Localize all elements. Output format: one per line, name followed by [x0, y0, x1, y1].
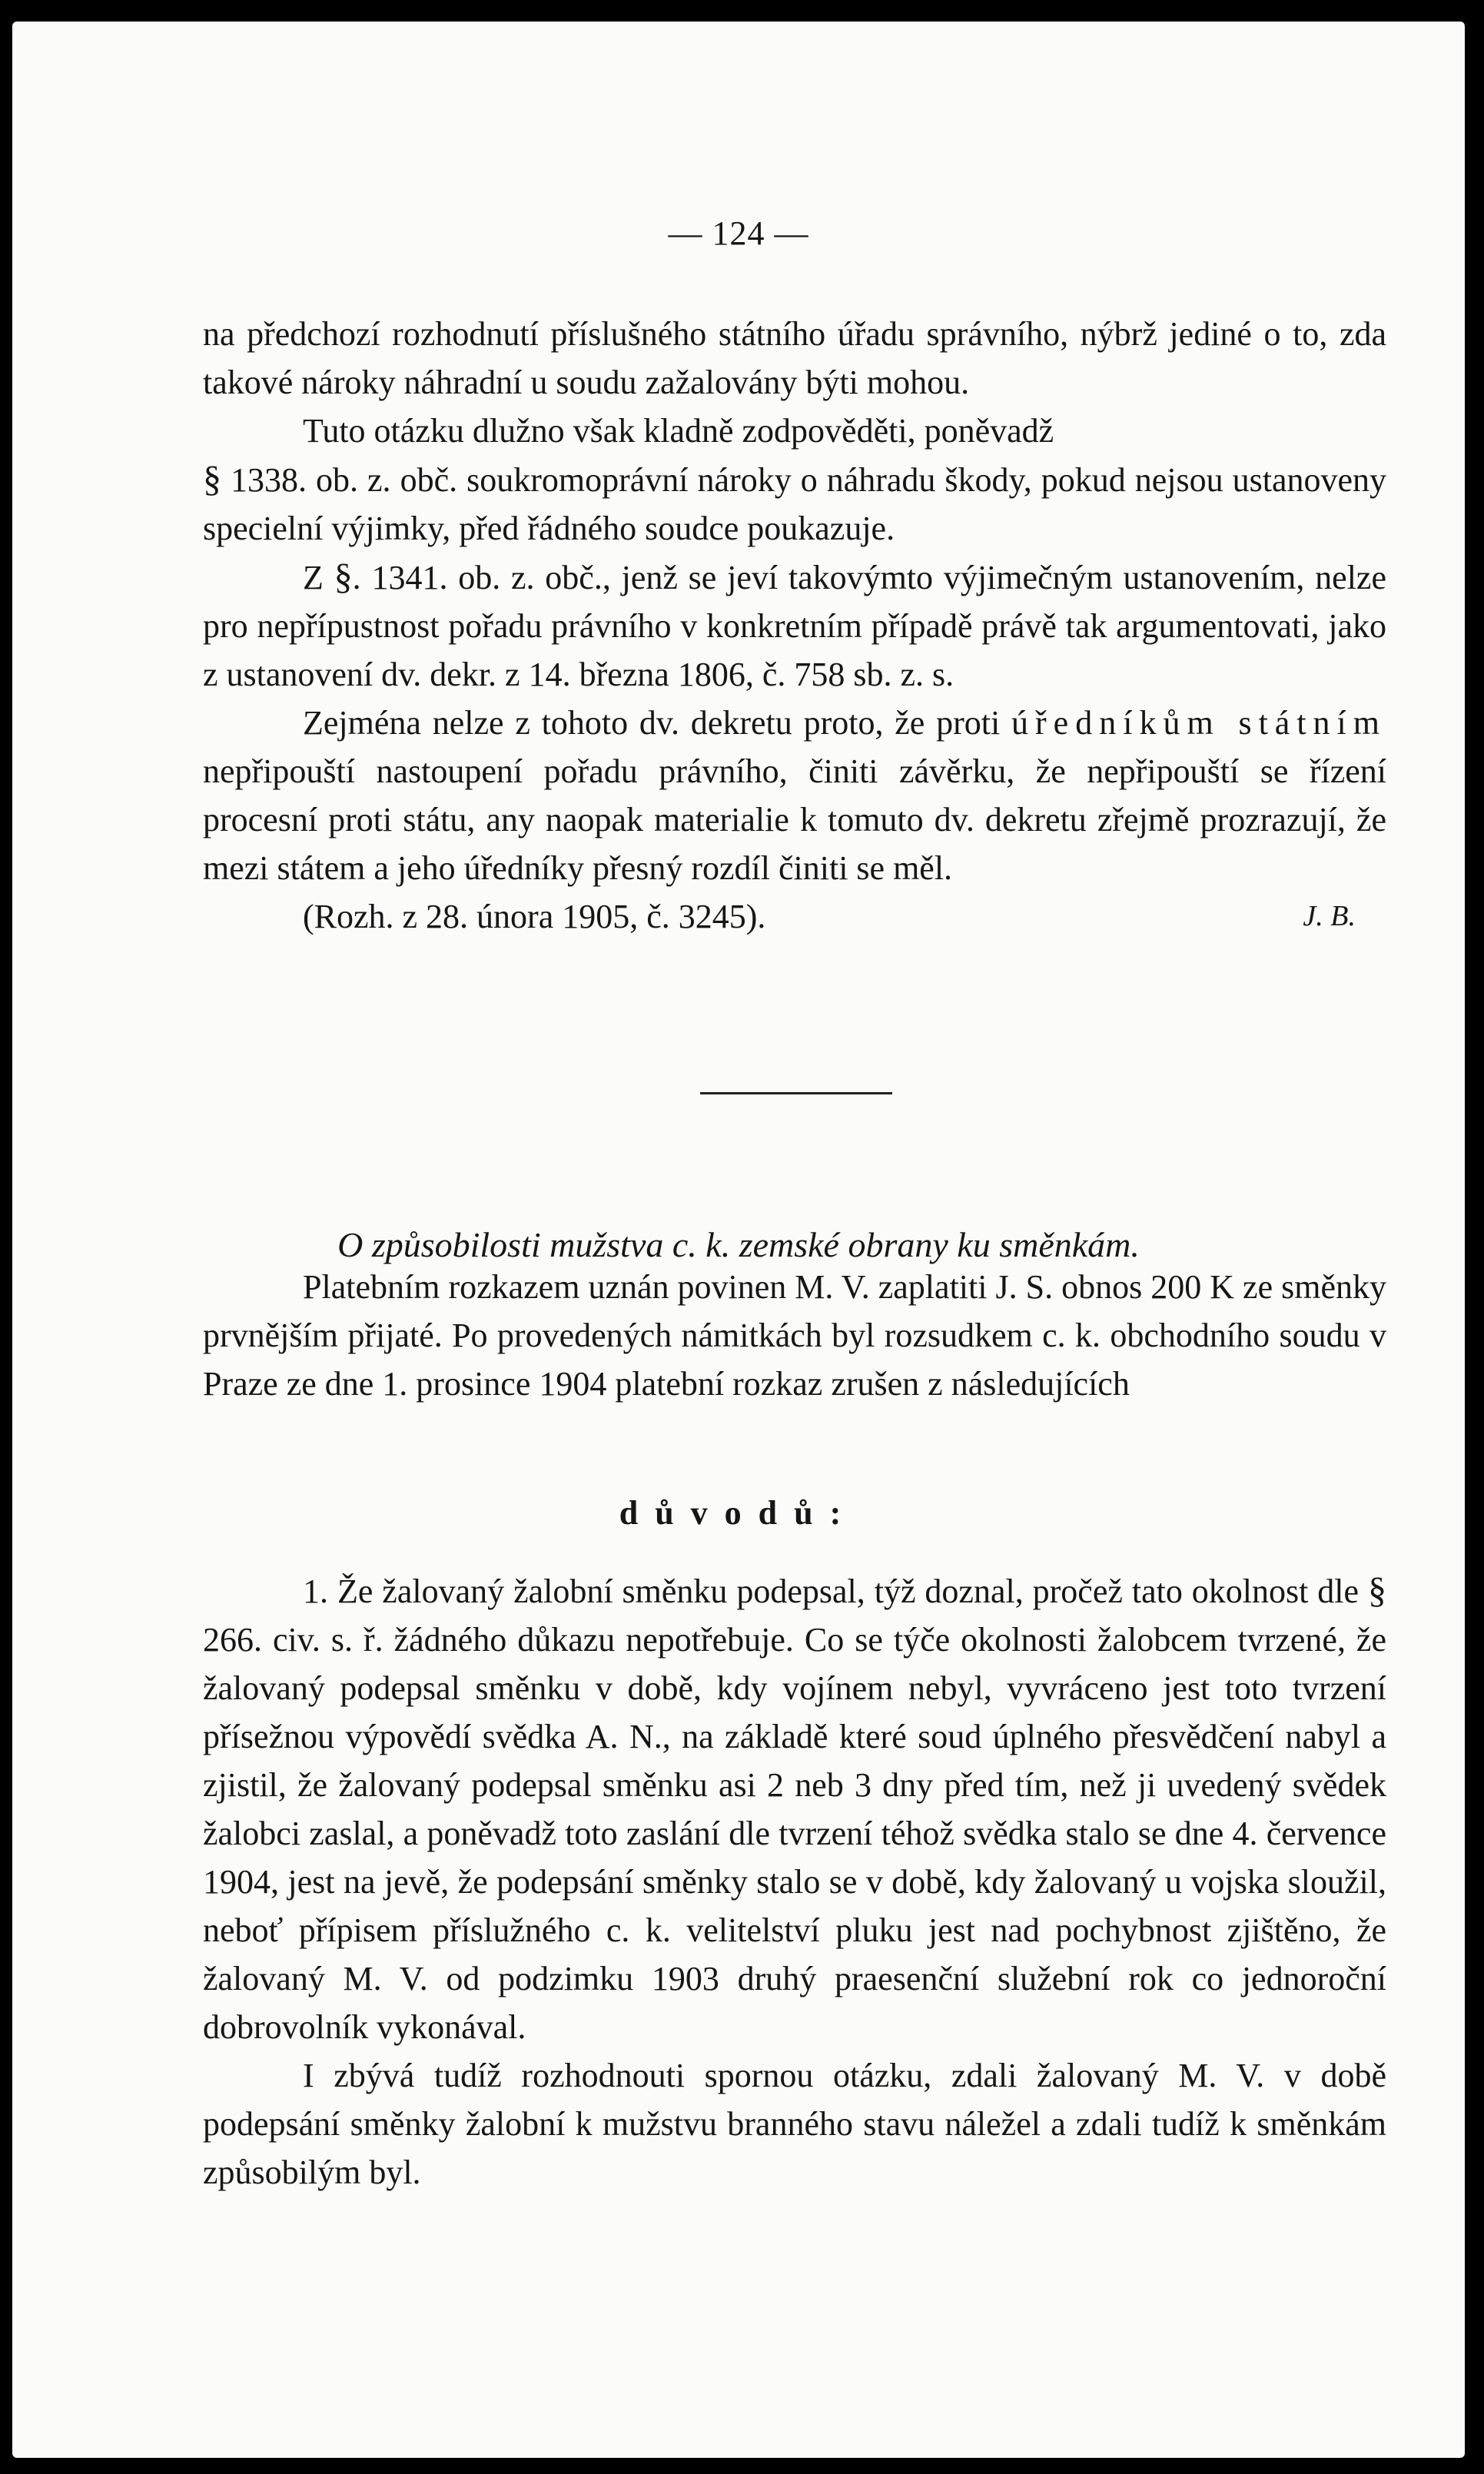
paragraph — [203, 553, 1386, 699]
text-run: nepřipouští nastoupení pořadu právního, činiti závěrku, že nepřipouští se řízení procesní proti státu, any naopak materialie k tomuto dv. dekretu zřejmě prozrazují, že mezi státem a jeho úředníky přesný rozdíl činiti se měl. — [203, 752, 1386, 887]
text-run: 1338. ob. z. obč. soukromoprávní nároky o náhradu škody, pokud nejsou ustanoveny specielní výjimky, před řádného soudce poukazuje. — [203, 461, 1387, 547]
paragraph: Platebním rozkazem uznán povinen M. V. zaplatiti J. S. obnos 200 K ze směnky prvnějším přijaté. Po provedených námitkách byl rozsudkem c. k. obchodního soudu v Praze ze dne 1. prosince 1904 platební rozkaz zrušen z následujících — [203, 1268, 1386, 1403]
section-sign: § — [1368, 1570, 1387, 1611]
case-title: O způsobilosti mužstva c. k. zemské obrany ku směnkám. — [337, 1225, 1140, 1264]
text-run: 266. civ. s. ř. žádného důkazu nepotřebuje. Co se týče okolnosti žalobcem tvrzené, že žalovaný podepsal směnku v době, kdy vojínem nebyl, vyvráceno jest toto tvrzení přísežnou výpovědí svědka A. N., na základě které soud úplného přesvědčení nabyl a zjistil, že žalovaný podepsal směnku asi 2 neb 3 dny před tím, než ji uvedený svědek žalobci zaslal, a poněvadž toto zaslání dle tvrzení téhož svědka stalo se dne 4. července 1904, jest na jevě, že podepsání směnky stalo se v době, kdy žalovaný u vojska sloužil, neboť přípisem příslužného c. k. velitelství pluku jest nad pochybnost zjištěno, že žalovaný M. V. od podzimku 1903 druhý praesenční služební rok co jednoroční dobrovolník vykonával. — [203, 1621, 1386, 2046]
section-sign: § — [334, 556, 353, 597]
text-run: Zejména nelze z tohoto dv. dekretu proto, že proti — [303, 704, 1001, 742]
divider — [700, 1092, 892, 1094]
paragraph — [203, 699, 1386, 892]
document-page — [12, 22, 1465, 2458]
text-run: Tuto otázku dlužno však kladně zodpověděti, poněvadž — [303, 412, 1054, 450]
section-sign: § — [203, 459, 221, 500]
citation-line — [203, 892, 1386, 941]
paragraph: na předchozí rozhodnutí příslušného státního úřadu správního, nýbrž jediné o to, zda takové nároky náhradní u soudu zažalovány býti mohou. — [203, 315, 1386, 401]
case-facts — [203, 1263, 1386, 1408]
text-run: . 1341. ob. z. obč., jenž se jeví takovýmto výjimečným ustanovením, nelze pro nepřípustnost pořadu právního v konkretním případě právě tak argumentovati, jako z ustanovení dv. dekr. z 14. března 1806, č. 758 sb. z. s. — [203, 559, 1386, 693]
page-number: — 124 — — [668, 214, 809, 252]
text-run: Z — [303, 559, 324, 596]
reasons-section — [203, 1566, 1386, 2197]
reasons-heading: důvodů: — [619, 1494, 858, 1532]
signature: J. B. — [1303, 900, 1356, 932]
text-run: 1. Že žalovaný žalobní směnku podepsal, týž doznal, pročež tato okolnost dle — [303, 1572, 1360, 1610]
opening-section — [203, 310, 1386, 941]
paragraph: I zbývá tudíž rozhodnouti spornou otázku, zdali žalovaný M. V. v době podepsání směnky žalobní k mužstvu branného stavu náležel a zdali tudíž k směnkám způsobilým byl. — [203, 2057, 1386, 2191]
spaced-emphasis: úředníkům státním — [1011, 704, 1387, 742]
paragraph — [203, 1566, 1386, 2051]
citation: (Rozh. z 28. února 1905, č. 3245). — [303, 898, 766, 935]
paragraph — [203, 407, 1386, 553]
